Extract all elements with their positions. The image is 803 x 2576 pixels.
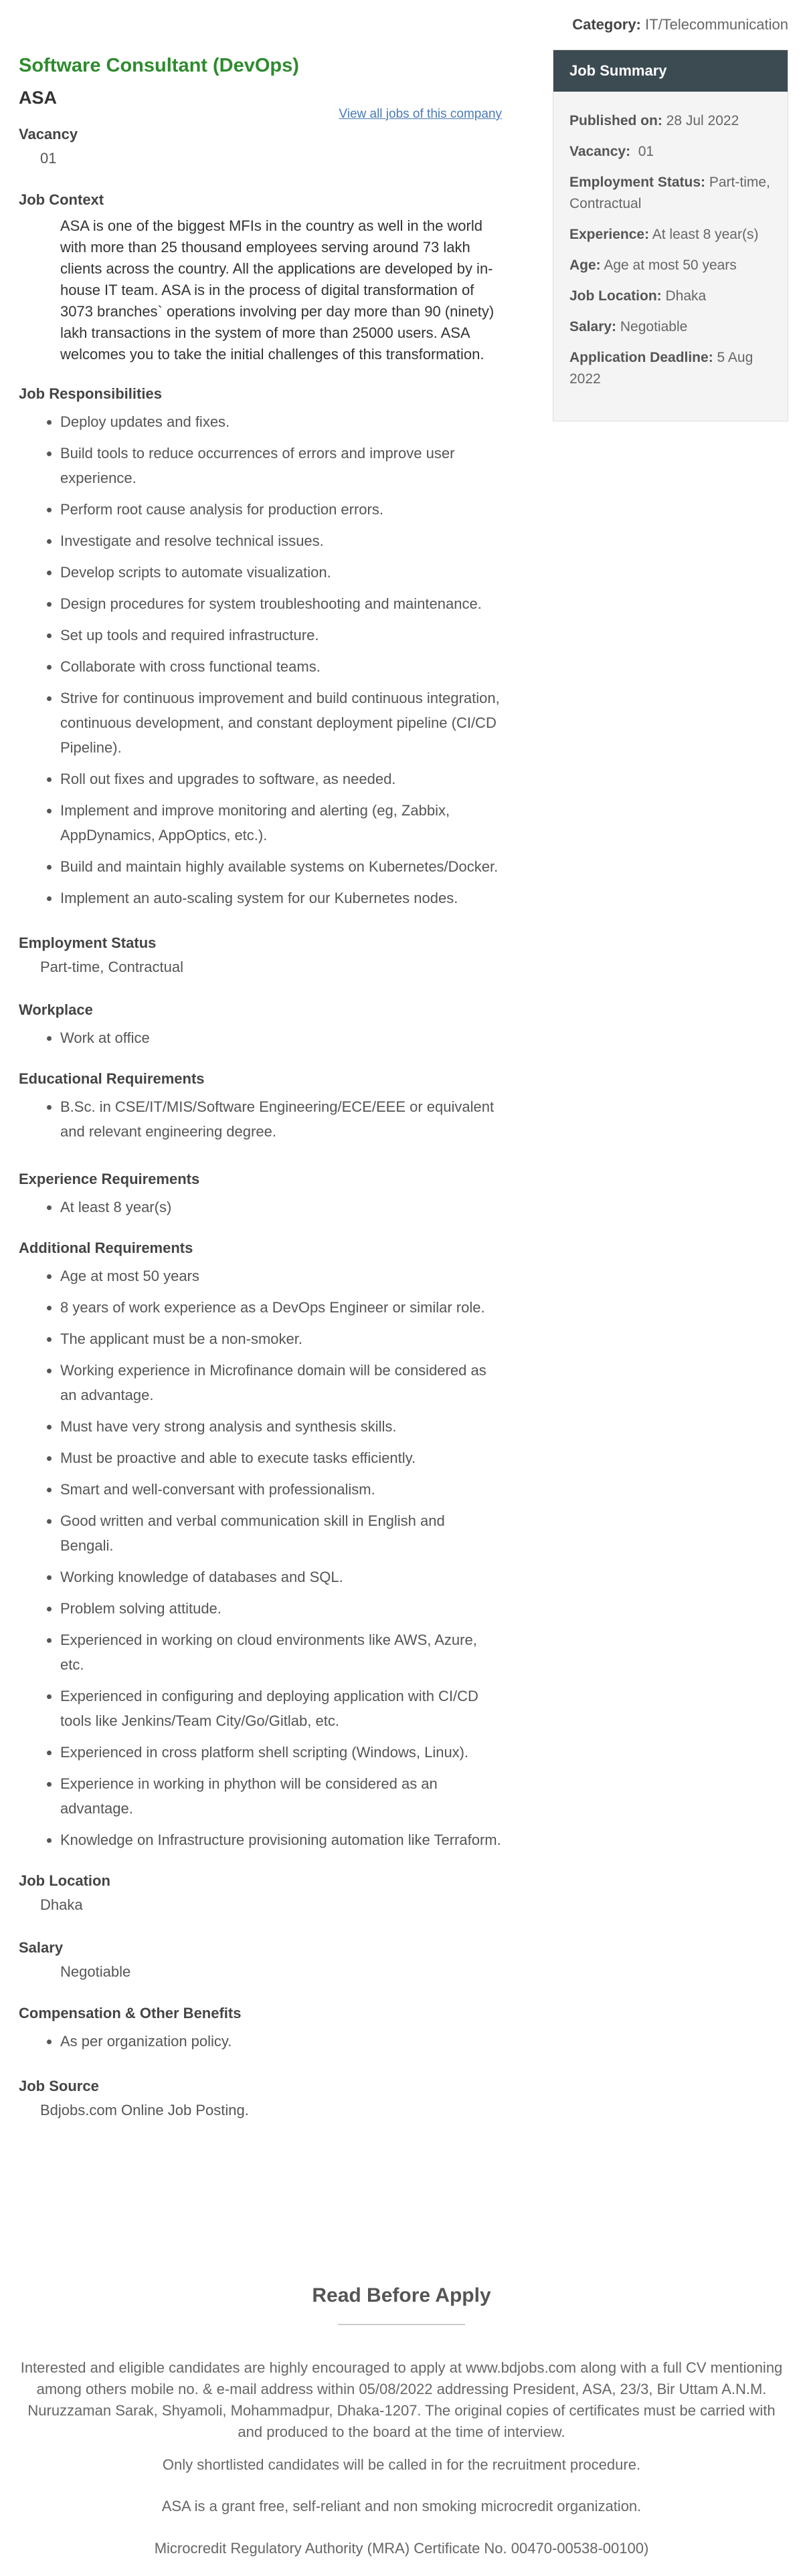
summary-employment-status: Employment Status: Part-time, Contractual — [569, 175, 770, 211]
list-item: • The applicant must be a non-smoker. — [60, 1326, 502, 1351]
section-heading: Job Responsibilities — [19, 385, 162, 402]
organization-note: ASA is a grant free, self-reliant and non smoking microcredit organization. — [161, 2498, 642, 2514]
list-item: • Design procedures for system troubleshooting and maintenance. — [60, 591, 502, 616]
workplace-section — [19, 1001, 502, 1050]
section-heading: Experience Requirements — [19, 1171, 200, 1187]
list-item: • Implement an auto-scaling system for our Kubernetes nodes. — [60, 886, 502, 910]
job-location-section — [19, 1872, 502, 1914]
employment-status-value: Part-time, Contractual — [40, 959, 183, 975]
view-all-jobs-link[interactable]: View all jobs of this company — [339, 107, 502, 121]
vacancy-section — [19, 126, 502, 167]
section-heading: Job Location — [19, 1872, 110, 1889]
section-heading: Vacancy — [19, 126, 78, 142]
section-heading: Educational Requirements — [19, 1070, 205, 1087]
list-item: • Investigate and resolve technical issues. — [60, 528, 502, 553]
list-item: • Working knowledge of databases and SQL. — [60, 1565, 502, 1589]
shortlist-note: Only shortlisted candidates will be called in for the recruitment procedure. — [162, 2456, 641, 2473]
list-item: • Experience in working in phython will be considered as an advantage. — [60, 1771, 502, 1821]
list-item: • Build tools to reduce occurrences of errors and improve user experience. — [60, 441, 502, 490]
read-before-apply-title: Read Before Apply — [312, 2284, 491, 2306]
job-source-section — [19, 2078, 502, 2119]
workplace-list — [19, 1025, 502, 1050]
section-heading: Additional Requirements — [19, 1240, 193, 1256]
education-list — [19, 1094, 502, 1144]
list-item: • Age at most 50 years — [60, 1264, 502, 1288]
company-name: ASA — [19, 88, 58, 108]
list-item: • Problem solving attitude. — [60, 1596, 502, 1621]
vacancy-value: 01 — [40, 150, 57, 167]
job-summary-panel — [553, 49, 788, 421]
list-item: • At least 8 year(s) — [60, 1195, 502, 1219]
list-item: • Deploy updates and fixes. — [60, 409, 502, 434]
benefits-section — [19, 2005, 502, 2054]
job-location-value: Dhaka — [40, 1896, 83, 1913]
employment-status-section — [19, 934, 502, 976]
list-item: • Set up tools and required infrastructure. — [60, 623, 502, 648]
list-item: • Build and maintain highly available systems on Kubernetes/Docker. — [60, 854, 502, 879]
job-details — [19, 55, 502, 2119]
benefits-list — [19, 2029, 502, 2054]
list-item: • Smart and well-conversant with professionalism. — [60, 1477, 502, 1502]
salary-value: Negotiable — [60, 1963, 131, 1980]
summary-published: Published on: 28 Jul 2022 — [569, 113, 739, 128]
summary-vacancy: Vacancy: 01 — [569, 144, 654, 159]
experience-section — [19, 1171, 502, 1219]
job-title: Software Consultant (DevOps) — [19, 55, 299, 76]
job-context-text: ASA is one of the biggest MFIs in the country as well in the world with more than 25 thousand employees serving around 73 lakh clients across the country. All the applications are developed by in-house IT team. ASA is in the process of digital transformation of 3073 branches` operations involving per day more than 90 (ninety) lakh transactions in the system of more than 25000 users. ASA welcomes you to take the initial challenges of this transformation. — [60, 217, 495, 363]
job-source-value: Bdjobs.com Online Job Posting. — [40, 2102, 249, 2118]
section-heading: Job Source — [19, 2078, 99, 2094]
list-item: • Knowledge on Infrastructure provisioning automation like Terraform. — [60, 1827, 502, 1852]
category-value: IT/Telecommunication — [645, 16, 788, 33]
section-heading: Employment Status — [19, 934, 157, 951]
summary-experience: Experience: At least 8 year(s) — [569, 227, 759, 242]
additional-requirements-list — [19, 1264, 502, 1852]
category-label: Category: — [572, 16, 641, 33]
list-item: • As per organization policy. — [60, 2029, 502, 2054]
divider — [338, 2324, 465, 2325]
list-item: • Implement and improve monitoring and alerting (eg, Zabbix, AppDynamics, AppOptics, etc.). — [60, 798, 502, 848]
summary-salary: Salary: Negotiable — [569, 319, 688, 334]
summary-deadline: Application Deadline: 5 Aug 2022 — [569, 350, 753, 387]
summary-age: Age: Age at most 50 years — [569, 258, 737, 273]
section-heading: Workplace — [19, 1001, 93, 1018]
job-category — [572, 16, 788, 33]
list-item: • Experienced in working on cloud environments like AWS, Azure, etc. — [60, 1627, 502, 1677]
apply-instructions: Interested and eligible candidates are highly encouraged to apply at www.bdjobs.com along with a full CV mentioning among others mobile no. & e-mail address within 05/08/2022 addressing President, ASA, 23/3, Bir Uttam A.N.M. Nuruzzaman Sarak, Shyamoli, Mohammadpur, Dhaka-1207. The original copies of certificates must be carried with and produced to the board at the time of interview. — [20, 2359, 783, 2440]
job-summary-title: Job Summary — [553, 50, 788, 92]
list-item: • Work at office — [60, 1025, 502, 1050]
job-context-section — [19, 191, 502, 365]
list-item: • Perform root cause analysis for production errors. — [60, 497, 502, 522]
section-heading: Job Context — [19, 191, 104, 208]
list-item: • Experienced in configuring and deploying application with CI/CD tools like Jenkins/Team City/Go/Gitlab, etc. — [60, 1684, 502, 1733]
list-item: • 8 years of work experience as a DevOps Engineer or similar role. — [60, 1295, 502, 1320]
list-item: • Good written and verbal communication skill in English and Bengali. — [60, 1508, 502, 1558]
list-item: • Roll out fixes and upgrades to software, as needed. — [60, 767, 502, 791]
salary-section — [19, 1939, 502, 1981]
responsibilities-section — [19, 385, 502, 910]
responsibilities-list — [19, 409, 502, 910]
additional-requirements-section — [19, 1240, 502, 1852]
experience-list — [19, 1195, 502, 1219]
list-item: • Develop scripts to automate visualization. — [60, 560, 502, 585]
education-section — [19, 1070, 502, 1144]
section-heading: Salary — [19, 1939, 64, 1956]
mra-certificate: Microcredit Regulatory Authority (MRA) Certificate No. 00470-00538-00100) — [154, 2540, 649, 2557]
list-item: • Collaborate with cross functional teams. — [60, 654, 502, 679]
section-heading: Compensation & Other Benefits — [19, 2005, 242, 2021]
list-item: • Must have very strong analysis and synthesis skills. — [60, 1414, 502, 1439]
list-item: • Working experience in Microfinance domain will be considered as an advantage. — [60, 1358, 502, 1407]
list-item: • Strive for continuous improvement and build continuous integration, continuous development, and constant deployment pipeline (CI/CD Pipeline). — [60, 686, 502, 760]
list-item: • Experienced in cross platform shell scripting (Windows, Linux). — [60, 1740, 502, 1765]
summary-location: Job Location: Dhaka — [569, 288, 707, 304]
list-item: • B.Sc. in CSE/IT/MIS/Software Engineering/ECE/EEE or equivalent and relevant engineering degree. — [60, 1094, 502, 1144]
list-item: • Must be proactive and able to execute tasks efficiently. — [60, 1446, 502, 1470]
